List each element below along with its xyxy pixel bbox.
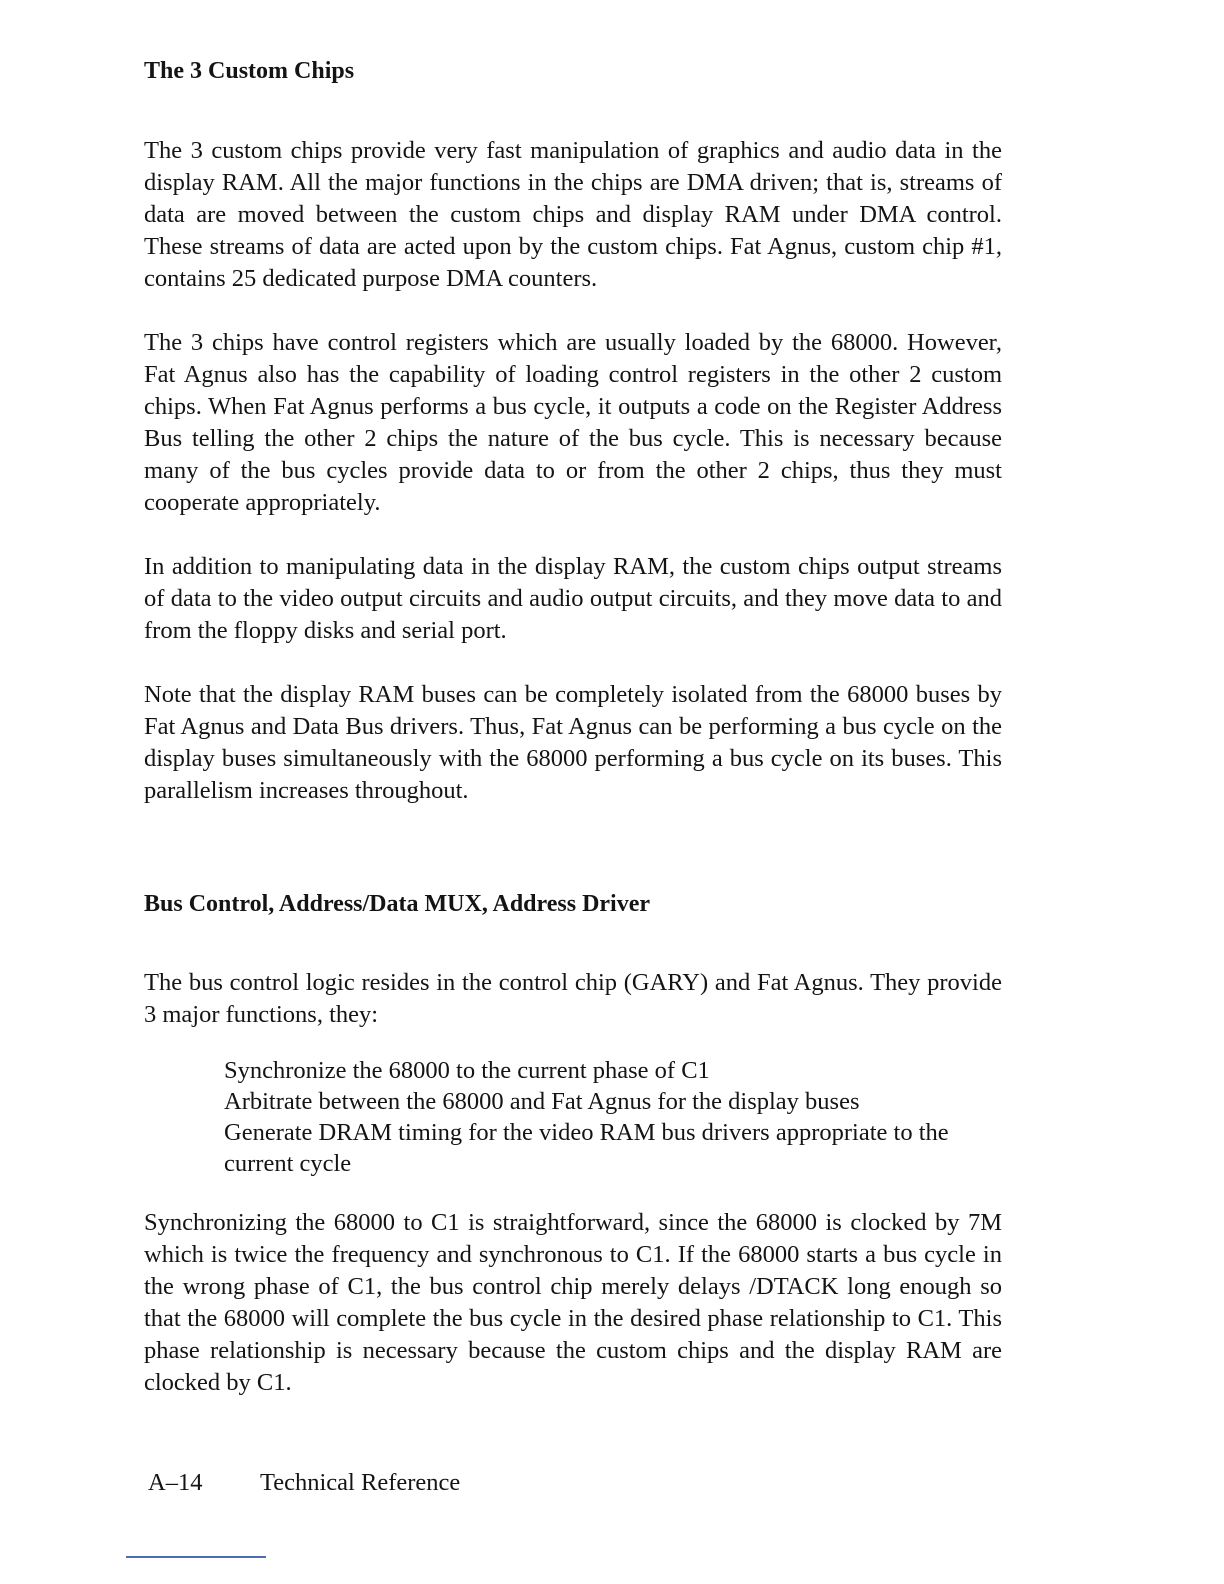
paragraph-output-streams: In addition to manipulating data in the display RAM, the custom chips output streams of data to the video output circuits and audio output circuits, and they move data to and from the floppy disks and serial port. <box>144 553 1002 644</box>
list-item: Synchronize the 68000 to the current phase of C1 <box>224 1057 710 1084</box>
section-heading-custom-chips: The 3 Custom Chips <box>144 58 355 84</box>
footer-title: Technical Reference <box>260 1469 461 1496</box>
page-footer <box>148 1467 460 1499</box>
paragraph-bus-isolation: Note that the display RAM buses can be completely isolated from the 68000 buses by Fat Agnus and Data Bus drivers. Thus, Fat Agnus can be performing a bus cycle on the display buses simultaneously with the 68000 performing a bus cycle on its buses. This parallelism increases throughout. <box>144 681 1002 804</box>
document-page <box>144 54 1002 1399</box>
paragraph-bus-control-intro: The bus control logic resides in the control chip (GARY) and Fat Agnus. They provide 3 major functions, they: <box>144 969 1002 1028</box>
page-number: A–14 <box>148 1469 203 1496</box>
paragraph-synchronizing: Synchronizing the 68000 to C1 is straightforward, since the 68000 is clocked by 7M which is twice the frequency and synchronous to C1. If the 68000 starts a bus cycle in the wrong phase of C1, the bus control chip merely delays /DTACK long enough so that the 68000 will complete the bus cycle in the desired phase relationship to C1. This phase relationship is necessary because the custom chips and the display RAM are clocked by C1. <box>144 1209 1002 1396</box>
paragraph-control-registers: The 3 chips have control registers which are usually loaded by the 68000. However, Fat Agnus also has the capability of loading control registers in the other 2 custom chips. When Fat Agnus performs a bus cycle, it outputs a code on the Register Address Bus telling the other 2 chips the nature of the bus cycle. This is necessary because many of the bus cycles provide data to or from the other 2 chips, thus they must cooperate appropriately. <box>144 329 1002 516</box>
scan-artifact-line <box>126 1556 266 1558</box>
list-item: Generate DRAM timing for the video RAM bus drivers appropriate to the current cycle <box>224 1119 949 1177</box>
function-list <box>224 1055 1002 1179</box>
list-item: Arbitrate between the 68000 and Fat Agnus for the display buses <box>224 1088 860 1115</box>
paragraph-custom-chips-overview: The 3 custom chips provide very fast manipulation of graphics and audio data in the display RAM. All the major functions in the chips are DMA driven; that is, streams of data are moved between the custom chips and display RAM under DMA control. These streams of data are acted upon by the custom chips. Fat Agnus, custom chip #1, contains 25 dedicated purpose DMA counters. <box>144 137 1002 292</box>
section-heading-bus-control: Bus Control, Address/Data MUX, Address Driver <box>144 891 651 917</box>
